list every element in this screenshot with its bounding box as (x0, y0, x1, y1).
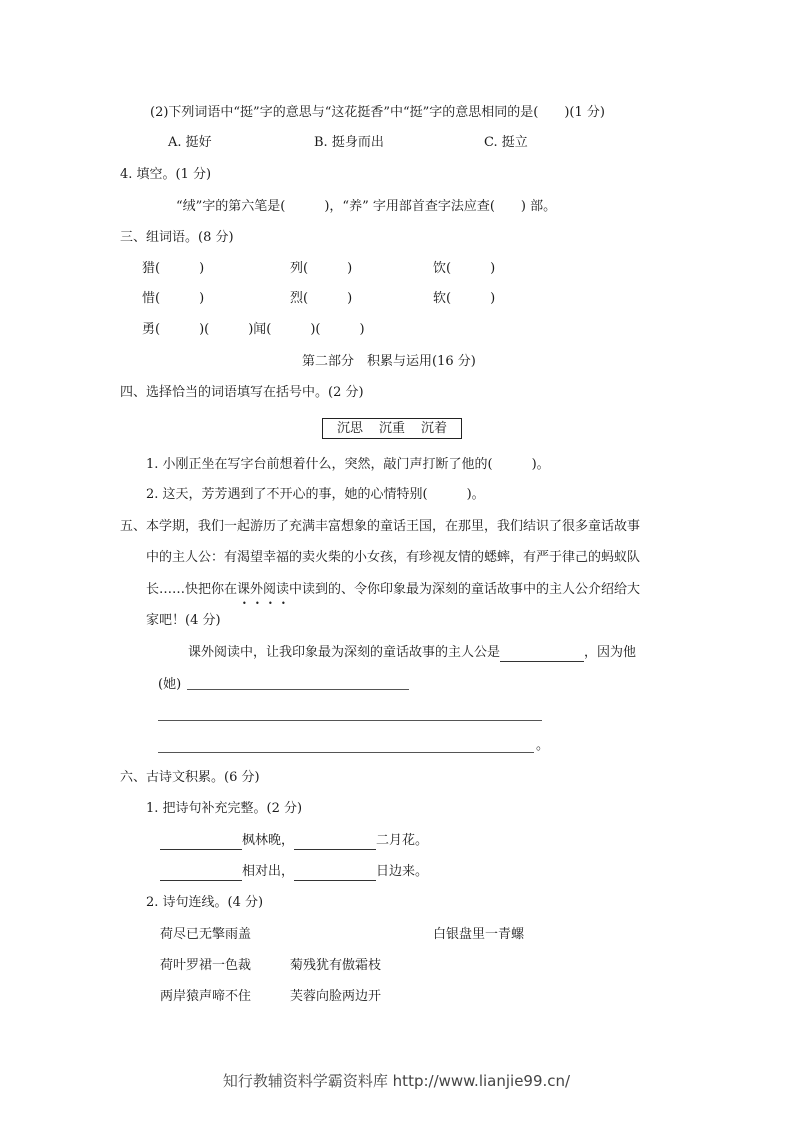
section-4-title: 四、选择恰当的词语填写在括号中。(2 分) (120, 385, 364, 400)
answer-prompt (188, 644, 636, 662)
word-group-item: 列( ) (290, 261, 353, 276)
word-group-item: 烈( ) (290, 291, 353, 306)
answer-prompt-text: 课外阅读中，让我印象最为深刻的童话故事的主人公是 (188, 645, 501, 660)
emphasis-dot: • (268, 599, 273, 608)
answer-line-3[interactable] (158, 752, 534, 753)
poem-text: 日边来。 (376, 864, 429, 879)
emphasis-dot: • (242, 599, 247, 608)
emphasis-dot: • (281, 599, 286, 608)
poem-text: 相对出， (242, 864, 295, 879)
poem-blank[interactable] (294, 866, 376, 881)
line-3-suffix: 中读到的、令你印象最为深刻的童话故事中的主人公介绍给大 (289, 582, 641, 597)
poem-text: 二月花。 (376, 833, 429, 848)
section-5-line-2: 中的主人公：有渴望幸福的卖火柴的小女孩，有珍视友情的蟋蟀，有严于律己的蚂蚁队 (146, 550, 641, 565)
option-a: A. 挺好 (168, 135, 212, 150)
poem-left-line: 荷尽已无擎雨盖 (160, 927, 252, 942)
poem-right-line: 白银盘里一青螺 (433, 927, 525, 942)
emphasis-dot: • (255, 599, 260, 608)
poem-blank[interactable] (160, 835, 242, 850)
option-b: B. 挺身而出 (314, 135, 384, 150)
answer-she (158, 676, 181, 694)
poem-blank[interactable] (294, 835, 376, 850)
line-3-prefix: 长……快把你在 (146, 582, 238, 597)
word-option: 沉思 (337, 421, 364, 436)
emphasized-text (237, 582, 290, 608)
section-5-line-4: 家吧！(4 分) (146, 613, 221, 628)
section-5-line-1: 五、本学期，我们一起游历了充满丰富想象的童话王国，在那里，我们结识了很多童话故事 (120, 519, 641, 534)
word-group-item: 饮( ) (433, 261, 496, 276)
poem-fill-line-2 (160, 863, 428, 881)
option-c: C. 挺立 (484, 135, 528, 150)
she-label: (她) (158, 677, 182, 692)
word-box (322, 420, 462, 438)
poem-left-line: 两岸猿声啼不住 (160, 989, 252, 1004)
poem-mid-line: 芙蓉向脸两边开 (290, 989, 382, 1004)
answer-prompt-because: ，因为他 (584, 645, 637, 660)
section-3-title: 三、组词语。(8 分) (120, 230, 234, 245)
section-6-question-1-title: 1. 把诗句补充完整。(2 分) (146, 801, 303, 816)
word-option: 沉着 (421, 421, 448, 436)
section-6-title: 六、古诗文积累。(6 分) (120, 770, 260, 785)
answer-line-1[interactable] (187, 689, 409, 690)
section-4-question-1: 1. 小刚正坐在写字台前想着什么，突然，敲门声打断了他的( )。 (146, 457, 550, 472)
footer-watermark: 知行教辅资料学霸资料库 http://www.lianjie99.cn/ (222, 1072, 571, 1090)
poem-text: 枫林晚， (242, 833, 295, 848)
end-period: 。 (536, 738, 550, 753)
poem-left-line: 荷叶罗裙一色裁 (160, 958, 252, 973)
word-group-item: 惜( ) (142, 291, 205, 306)
word-option: 沉重 (379, 421, 406, 436)
answer-line-2[interactable] (158, 720, 542, 721)
question-4-title: 4. 填空。(1 分) (120, 167, 212, 182)
question-3-2-text: (2)下列词语中“挺”字的意思与“这花挺香”中“挺”字的意思相同的是( )(1 分) (150, 105, 605, 120)
poem-fill-line-1 (160, 832, 428, 850)
word-group-item: 猎( ) (142, 261, 205, 276)
poem-mid-line: 菊残犹有傲霜枝 (290, 958, 382, 973)
protagonist-blank[interactable] (500, 647, 584, 662)
poem-blank[interactable] (160, 866, 242, 881)
section-5-line-3 (146, 581, 641, 608)
word-group-item: 软( ) (433, 291, 496, 306)
part-2-heading: 第二部分 积累与运用(16 分) (302, 354, 476, 369)
question-4-text: “绒”字的第六笔是( )，“养” 字用部首查字法应查( ) 部。 (176, 199, 557, 214)
section-4-question-2: 2. 这天，芳芳遇到了不开心的事，她的心情特别( )。 (146, 487, 485, 502)
emphasized-words: 课外阅读 (237, 582, 290, 597)
section-6-question-2-title: 2. 诗句连线。(4 分) (146, 895, 264, 910)
word-group-last-row: 勇( )( )闻( )( ) (142, 322, 365, 337)
